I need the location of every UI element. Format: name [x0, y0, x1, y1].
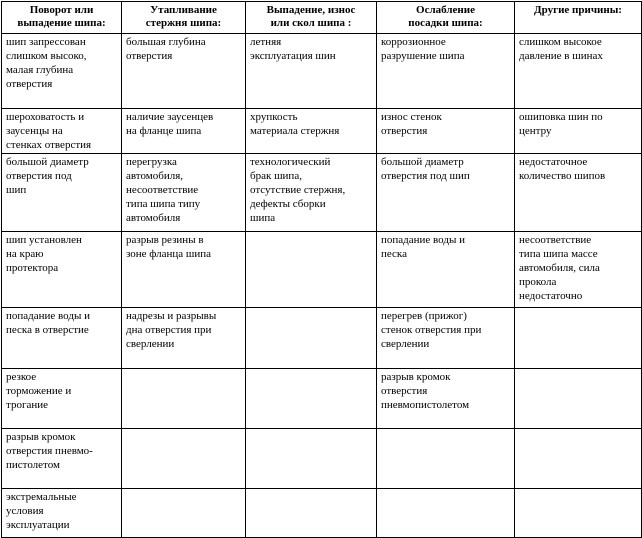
header-text: Выпадение, износ или скол шипа :	[266, 4, 356, 29]
cell-text: резкое торможение и трогание	[6, 371, 72, 411]
header-cell	[515, 2, 642, 34]
table-cell	[122, 232, 246, 308]
table-row	[2, 489, 642, 538]
cell-text: большая глубина отверстия	[126, 36, 206, 62]
table-cell	[246, 489, 377, 538]
header-cell	[2, 2, 122, 34]
header-cell	[246, 2, 377, 34]
cell-text: экстремальные условия эксплуатации	[6, 491, 77, 531]
header-text: Ослабление посадки шипа:	[408, 4, 483, 29]
cell-text: попадание воды и песка	[381, 234, 465, 260]
table-cell	[377, 232, 515, 308]
header-cell	[122, 2, 246, 34]
cell-text: технологический брак шипа, отсутствие стержня, дефекты сборки шипа	[250, 156, 346, 224]
cell-text: износ стенок отверстия	[381, 111, 442, 137]
cell-text: перегрузка автомобиля, несоответствие типа шипа типу автомобиля	[126, 156, 201, 224]
table-cell	[246, 308, 377, 369]
table-row	[2, 232, 642, 308]
header-text: Утапливание стержня шипа:	[145, 4, 222, 29]
table-cell	[122, 489, 246, 538]
table-cell	[246, 34, 377, 109]
cell-text: шероховатость и заусенцы на стенках отверстия	[6, 111, 92, 151]
header-text: Другие причины:	[534, 4, 622, 16]
table-cell	[515, 154, 642, 232]
cell-text: большой диаметр отверстия под шип	[6, 156, 89, 196]
cell-text: разрыв кромок отверстия пневмопистолетом	[381, 371, 470, 411]
table-row	[2, 34, 642, 109]
table-cell	[515, 232, 642, 308]
header-cell	[377, 2, 515, 34]
cell-text: ошиповка шин по центру	[519, 111, 603, 137]
table-cell	[2, 109, 122, 154]
table-cell	[515, 308, 642, 369]
table-cell	[515, 429, 642, 489]
table-cell	[2, 232, 122, 308]
table-row	[2, 154, 642, 232]
table-cell	[2, 489, 122, 538]
cell-text: разрыв кромок отверстия пневмо- пистолетом	[6, 431, 93, 471]
cell-text: летняя эксплуатация шин	[250, 36, 336, 62]
table-cell	[246, 154, 377, 232]
table-cell	[2, 308, 122, 369]
table-cell	[515, 34, 642, 109]
cell-text: шип установлен на краю протектора	[6, 234, 82, 274]
table-cell	[122, 369, 246, 429]
cell-text: надрезы и разрывы дна отверстия при сверлении	[126, 310, 217, 350]
table-cell	[246, 429, 377, 489]
table-cell	[2, 369, 122, 429]
table-cell	[515, 489, 642, 538]
table-cell	[377, 154, 515, 232]
table-cell	[377, 489, 515, 538]
header-row	[2, 2, 642, 34]
table-cell	[2, 154, 122, 232]
cell-text: разрыв резины в зоне фланца шипа	[126, 234, 212, 260]
table-cell	[246, 109, 377, 154]
cell-text: слишком высокое давление в шинах	[519, 36, 603, 62]
table-cell	[122, 308, 246, 369]
table-cell	[2, 429, 122, 489]
table-cell	[377, 109, 515, 154]
table-cell	[122, 109, 246, 154]
table-cell	[2, 34, 122, 109]
table-cell	[122, 154, 246, 232]
table-row	[2, 109, 642, 154]
cell-text: наличие заусенцев на фланце шипа	[126, 111, 214, 137]
table-cell	[246, 232, 377, 308]
table-cell	[515, 109, 642, 154]
cell-text: хрупкость материала стержня	[250, 111, 340, 137]
table-row	[2, 369, 642, 429]
cell-text: перегрев (прижог) стенок отверстия при сверлении	[381, 310, 482, 350]
causes-table	[1, 1, 642, 538]
cell-text: недостаточное количество шипов	[519, 156, 606, 182]
cell-text: большой диаметр отверстия под шип	[381, 156, 470, 182]
table-cell	[122, 34, 246, 109]
table-row	[2, 308, 642, 369]
cell-text: несоответствие типа шипа массе автомобиля, сила прокола недостаточно	[519, 234, 600, 302]
table-cell	[377, 308, 515, 369]
table-cell	[122, 429, 246, 489]
table-cell	[246, 369, 377, 429]
table-cell	[377, 34, 515, 109]
cell-text: попадание воды и песка в отверстие	[6, 310, 90, 336]
table-row	[2, 429, 642, 489]
table-cell	[377, 369, 515, 429]
table-cell	[377, 429, 515, 489]
header-text: Поворот или выпадение шипа:	[17, 4, 106, 29]
table-cell	[515, 369, 642, 429]
cell-text: коррозионное разрушение шипа	[381, 36, 465, 62]
cell-text: шип запрессован слишком высоко, малая глубина отверстия	[6, 36, 87, 90]
